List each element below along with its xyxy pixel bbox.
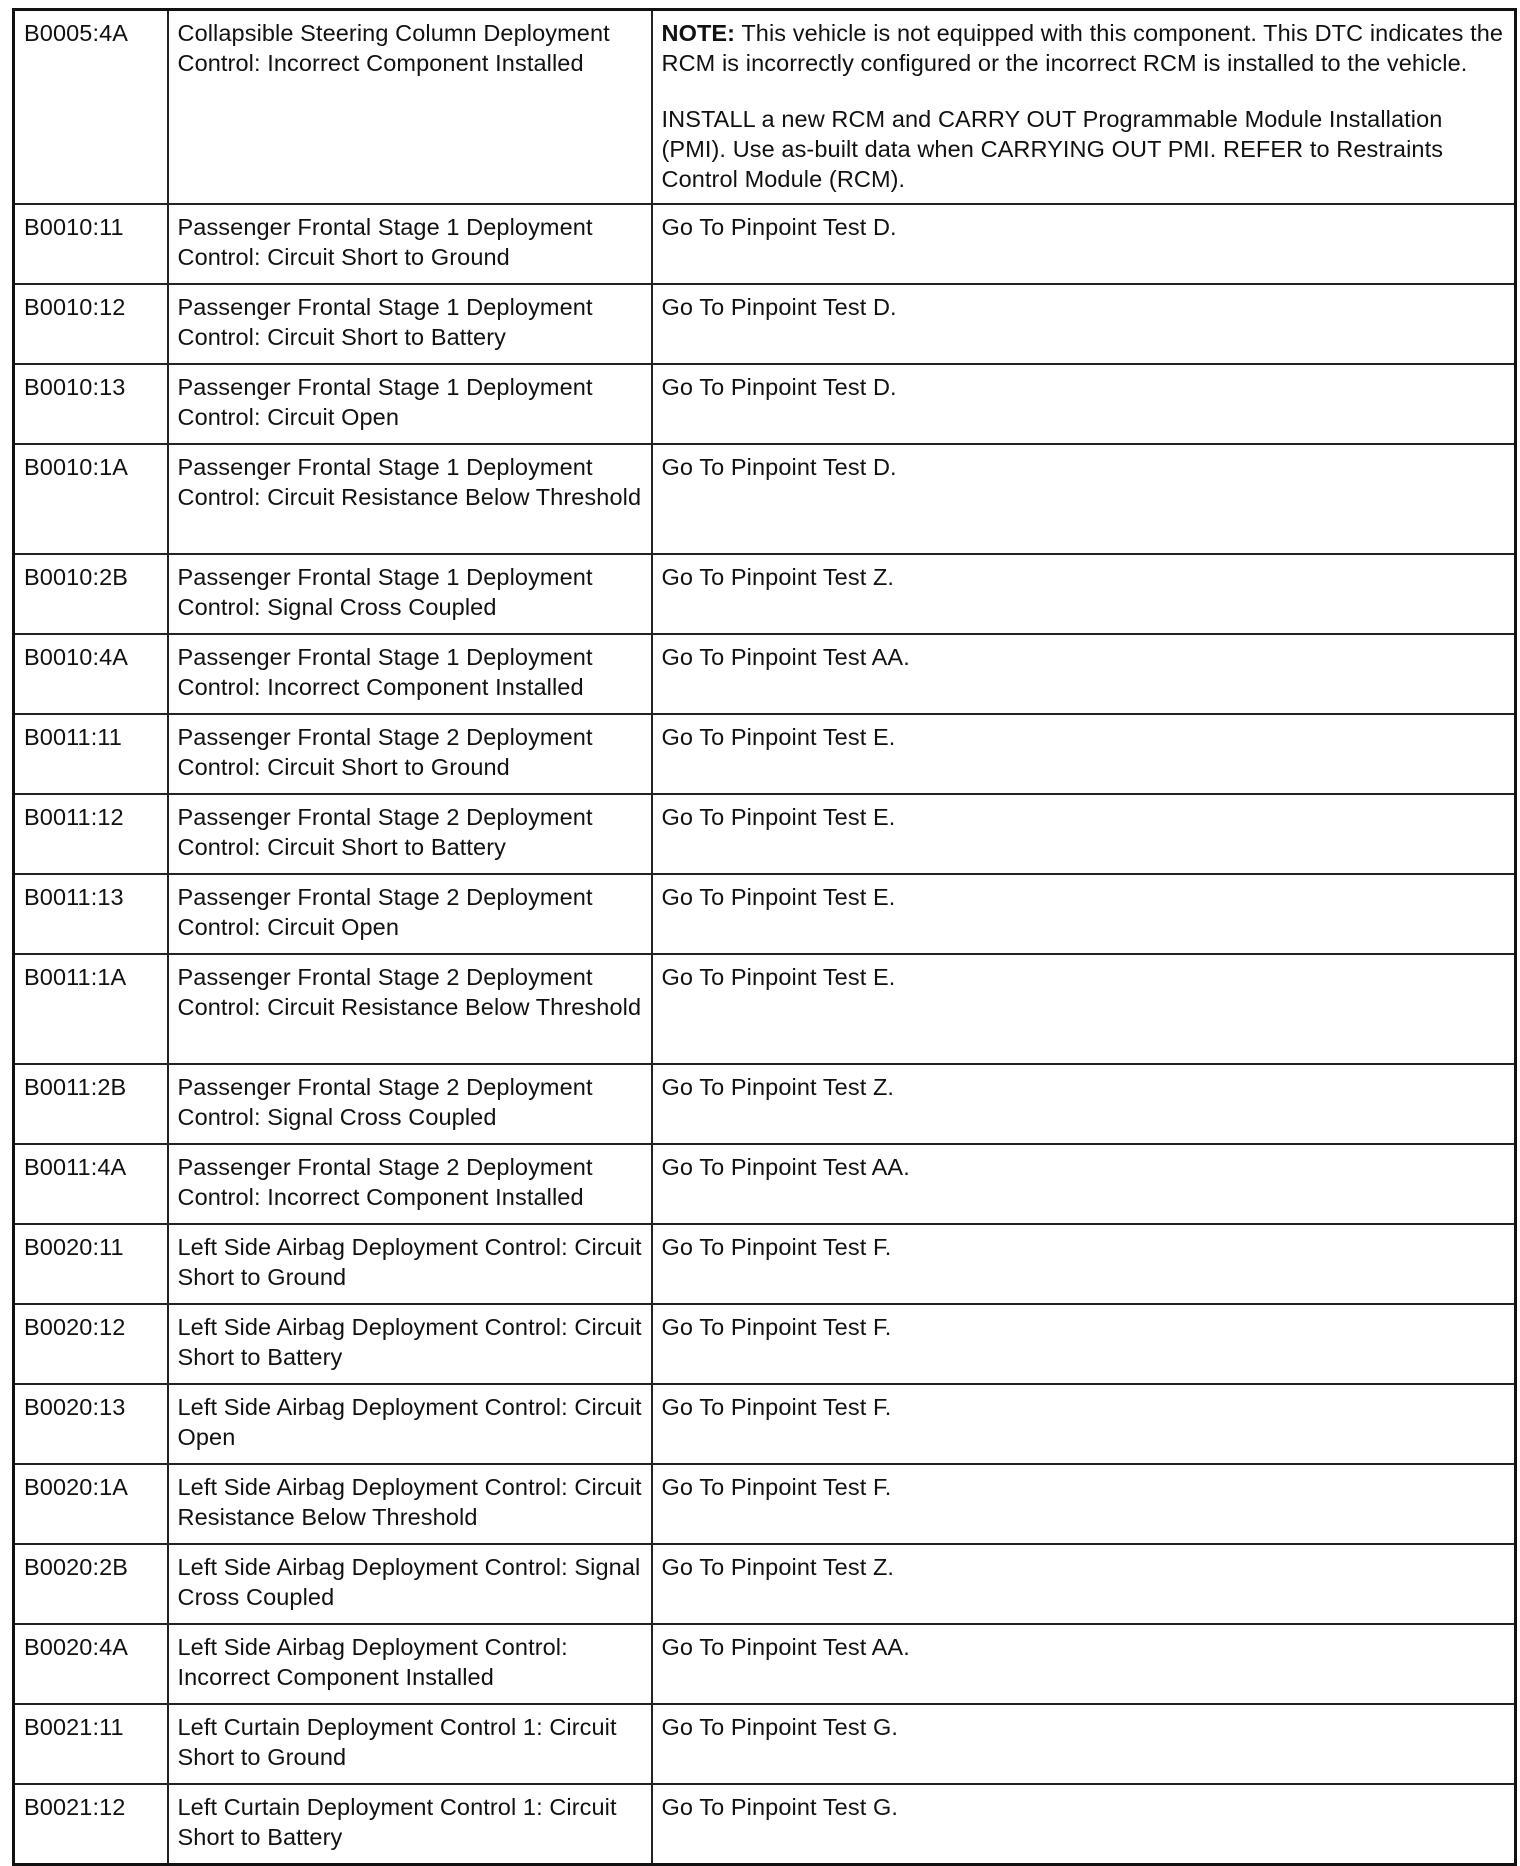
table-row — [14, 1064, 1516, 1144]
dtc-description-cell: Passenger Frontal Stage 2 Deployment Control: Circuit Short to Battery — [168, 794, 652, 874]
table-row — [14, 1464, 1516, 1544]
dtc-description-cell: Passenger Frontal Stage 2 Deployment Control: Circuit Short to Ground — [168, 714, 652, 794]
dtc-code-cell: B0011:4A — [14, 1144, 168, 1224]
dtc-description-cell: Left Side Airbag Deployment Control: Signal Cross Coupled — [168, 1544, 652, 1624]
dtc-description-cell: Left Side Airbag Deployment Control: Circuit Short to Battery — [168, 1304, 652, 1384]
table-row — [14, 204, 1516, 284]
dtc-action-cell: Go To Pinpoint Test F. — [652, 1384, 1516, 1464]
table-row — [14, 1624, 1516, 1704]
dtc-description-cell: Left Side Airbag Deployment Control: Circuit Short to Ground — [168, 1224, 652, 1304]
dtc-code-cell: B0020:1A — [14, 1464, 168, 1544]
table-row — [14, 1784, 1516, 1865]
dtc-description-cell: Left Curtain Deployment Control 1: Circuit Short to Battery — [168, 1784, 652, 1865]
dtc-code-cell: B0020:2B — [14, 1544, 168, 1624]
dtc-action-cell: Go To Pinpoint Test AA. — [652, 1144, 1516, 1224]
dtc-description-cell: Passenger Frontal Stage 1 Deployment Control: Incorrect Component Installed — [168, 634, 652, 714]
dtc-description-cell: Passenger Frontal Stage 1 Deployment Control: Circuit Short to Ground — [168, 204, 652, 284]
action-paragraph: INSTALL a new RCM and CARRY OUT Programmable Module Installation (PMI). Use as-built data when CARRYING OUT PMI. REFER to Restraints Control Module (RCM). — [661, 106, 1444, 192]
dtc-action-cell: Go To Pinpoint Test F. — [652, 1464, 1516, 1544]
dtc-code-cell: B0011:12 — [14, 794, 168, 874]
table-row — [14, 1144, 1516, 1224]
dtc-code-cell: B0021:12 — [14, 1784, 168, 1865]
dtc-action-cell: Go To Pinpoint Test G. — [652, 1784, 1516, 1865]
dtc-code-cell: B0011:13 — [14, 874, 168, 954]
dtc-table-body — [14, 10, 1516, 1865]
dtc-description-cell: Passenger Frontal Stage 2 Deployment Control: Circuit Open — [168, 874, 652, 954]
dtc-action-cell: Go To Pinpoint Test F. — [652, 1304, 1516, 1384]
dtc-code-cell: B0011:2B — [14, 1064, 168, 1144]
dtc-action-cell: Go To Pinpoint Test E. — [652, 874, 1516, 954]
dtc-action-cell: Go To Pinpoint Test D. — [652, 204, 1516, 284]
dtc-action-cell: Go To Pinpoint Test AA. — [652, 634, 1516, 714]
table-row — [14, 954, 1516, 1064]
dtc-code-cell: B0020:12 — [14, 1304, 168, 1384]
table-row — [14, 444, 1516, 554]
dtc-description-cell: Left Curtain Deployment Control 1: Circuit Short to Ground — [168, 1704, 652, 1784]
dtc-code-cell: B0020:11 — [14, 1224, 168, 1304]
note-paragraph — [662, 18, 1507, 78]
dtc-description-cell: Left Side Airbag Deployment Control: Circuit Open — [168, 1384, 652, 1464]
dtc-action-cell: Go To Pinpoint Test E. — [652, 954, 1516, 1064]
dtc-description-cell: Left Side Airbag Deployment Control: Incorrect Component Installed — [168, 1624, 652, 1704]
dtc-description-cell: Passenger Frontal Stage 1 Deployment Control: Circuit Resistance Below Threshold — [168, 444, 652, 554]
dtc-action-cell: Go To Pinpoint Test Z. — [652, 1544, 1516, 1624]
table-row — [14, 1704, 1516, 1784]
dtc-action-cell: Go To Pinpoint Test AA. — [652, 1624, 1516, 1704]
table-row — [14, 364, 1516, 444]
dtc-code-cell: B0010:13 — [14, 364, 168, 444]
dtc-description-cell: Passenger Frontal Stage 2 Deployment Control: Circuit Resistance Below Threshold — [168, 954, 652, 1064]
dtc-code-cell: B0011:1A — [14, 954, 168, 1064]
dtc-description-cell: Passenger Frontal Stage 2 Deployment Control: Incorrect Component Installed — [168, 1144, 652, 1224]
table-row — [14, 554, 1516, 634]
table-row — [14, 1384, 1516, 1464]
dtc-description-cell: Passenger Frontal Stage 1 Deployment Control: Circuit Short to Battery — [168, 284, 652, 364]
table-row — [14, 874, 1516, 954]
dtc-code-cell: B0010:4A — [14, 634, 168, 714]
dtc-action-cell — [652, 10, 1516, 205]
table-row — [14, 1304, 1516, 1384]
dtc-description-cell: Passenger Frontal Stage 2 Deployment Control: Signal Cross Coupled — [168, 1064, 652, 1144]
dtc-description-cell: Passenger Frontal Stage 1 Deployment Control: Circuit Open — [168, 364, 652, 444]
dtc-description-cell: Collapsible Steering Column Deployment Control: Incorrect Component Installed — [168, 10, 652, 205]
table-row — [14, 714, 1516, 794]
dtc-description-cell: Left Side Airbag Deployment Control: Circuit Resistance Below Threshold — [168, 1464, 652, 1544]
dtc-code-cell: B0010:11 — [14, 204, 168, 284]
dtc-action-cell: Go To Pinpoint Test E. — [652, 794, 1516, 874]
dtc-code-cell: B0010:2B — [14, 554, 168, 634]
table-row — [14, 634, 1516, 714]
dtc-action-cell: Go To Pinpoint Test G. — [652, 1704, 1516, 1784]
note-text: This vehicle is not equipped with this component. This DTC indicates the RCM is incorrectly configured or the incorrect RCM is installed to the vehicle. — [661, 20, 1504, 76]
dtc-code-cell: B0020:13 — [14, 1384, 168, 1464]
table-row — [14, 1544, 1516, 1624]
dtc-code-cell: B0010:1A — [14, 444, 168, 554]
dtc-description-cell: Passenger Frontal Stage 1 Deployment Control: Signal Cross Coupled — [168, 554, 652, 634]
dtc-code-cell: B0010:12 — [14, 284, 168, 364]
dtc-code-cell: B0021:11 — [14, 1704, 168, 1784]
dtc-code-cell: B0011:11 — [14, 714, 168, 794]
dtc-chart-table — [12, 8, 1517, 1866]
dtc-action-cell: Go To Pinpoint Test F. — [652, 1224, 1516, 1304]
dtc-action-cell: Go To Pinpoint Test D. — [652, 444, 1516, 554]
dtc-action-cell: Go To Pinpoint Test D. — [652, 284, 1516, 364]
table-row — [14, 1224, 1516, 1304]
table-row — [14, 10, 1516, 205]
dtc-code-cell: B0020:4A — [14, 1624, 168, 1704]
dtc-action-cell: Go To Pinpoint Test Z. — [652, 1064, 1516, 1144]
dtc-action-cell: Go To Pinpoint Test D. — [652, 364, 1516, 444]
table-row — [14, 794, 1516, 874]
dtc-code-cell: B0005:4A — [14, 10, 168, 205]
note-label: NOTE: — [661, 20, 736, 46]
dtc-action-cell: Go To Pinpoint Test E. — [652, 714, 1516, 794]
table-row — [14, 284, 1516, 364]
dtc-action-cell: Go To Pinpoint Test Z. — [652, 554, 1516, 634]
